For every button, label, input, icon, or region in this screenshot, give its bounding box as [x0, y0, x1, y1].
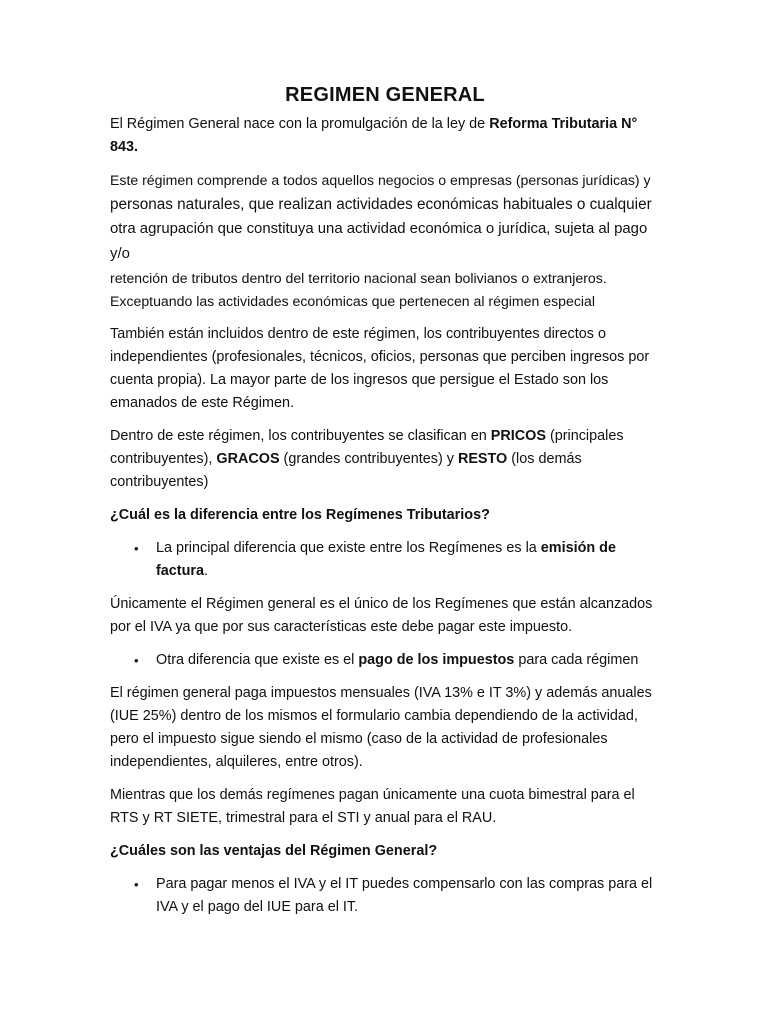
- page-title: REGIMEN GENERAL: [285, 84, 485, 106]
- scope-line-4: retención de tributos dentro del territorio nacional sean bolivianos o extranjeros.: [110, 270, 607, 286]
- bullet-list-1: [110, 537, 660, 583]
- classification-pricos: PRICOS: [490, 428, 546, 444]
- classification-text-2: (principales contribuyentes),: [110, 428, 624, 467]
- scope-line-5: Exceptuando las actividades económicas que pertenecen al régimen especial: [110, 293, 595, 309]
- classification-text-4: (los demás contribuyentes): [110, 451, 582, 490]
- bullet-emphasis: emisión de factura: [156, 540, 616, 579]
- question-differences: ¿Cuál es la diferencia entre los Regímenes Tributarios?: [110, 507, 490, 523]
- list-item: • Otra diferencia que existe es el pago de los impuestos para cada régimen: [156, 649, 660, 672]
- list-item: • La principal diferencia que existe entre los Regímenes es la emisión de factura.: [156, 537, 660, 583]
- bullet-text: Otra diferencia que existe es el: [156, 652, 359, 668]
- paragraph-iva: Únicamente el Régimen general es el único de los Regímenes que están alcanzados por el IVA ya que por sus características este debe pagar este impuesto.: [110, 596, 653, 635]
- origin-law: Reforma Tributaria N° 843.: [110, 116, 638, 155]
- classification-resto: RESTO: [457, 451, 508, 467]
- paragraph-origin: [110, 113, 660, 159]
- origin-text: El Régimen General nace con la promulgación de la ley de: [110, 116, 490, 132]
- paragraph-classification: [110, 425, 660, 494]
- scope-line-2: personas naturales, que realizan actividades económicas habituales o cualquier: [110, 196, 652, 213]
- paragraph-scope: [110, 169, 660, 313]
- bullet-list-3: [110, 873, 660, 919]
- classification-text-1: Dentro de este régimen, los contribuyentes se clasifican en: [110, 428, 491, 444]
- bullet-emphasis: pago de los impuestos: [358, 652, 515, 668]
- paragraph-taxes: El régimen general paga impuestos mensuales (IVA 13% e IT 3%) y además anuales (IUE 25%) dentro de los mismos el formulario cambia dependiendo de la actividad, pero el impuesto sigue siendo el mismo (caso de la actividad de profesionales independientes, alquileres, entre otros).: [110, 685, 652, 770]
- scope-line-1: Este régimen comprende a todos aquellos negocios o empresas (personas jurídicas) y: [110, 172, 651, 188]
- bullet-list-2: [110, 649, 660, 672]
- bullet-text: La principal diferencia que existe entre los Regímenes es la: [156, 540, 541, 556]
- classification-gracos: GRACOS: [216, 451, 280, 467]
- paragraph-included: También están incluidos dentro de este régimen, los contribuyentes directos o independientes (profesionales, técnicos, oficios, personas que perciben ingresos por cuenta propia). La mayor parte de los ingresos que persigue el Estado son los emanados de este Régimen.: [110, 326, 650, 411]
- list-item: • Para pagar menos el IVA y el IT puedes compensarlo con las compras para el IVA y el pago del IUE para el IT.: [156, 873, 660, 919]
- classification-text-3: (grandes contribuyentes) y: [279, 451, 458, 467]
- scope-line-3: otra agrupación que constituya una actividad económica o jurídica, sujeta al pago y/o: [110, 221, 648, 262]
- paragraph-other-regimes: Mientras que los demás regímenes pagan únicamente una cuota bimestral para el RTS y RT SIETE, trimestral para el STI y anual para el RAU.: [110, 787, 635, 826]
- question-advantages: ¿Cuáles son las ventajas del Régimen General?: [110, 843, 438, 859]
